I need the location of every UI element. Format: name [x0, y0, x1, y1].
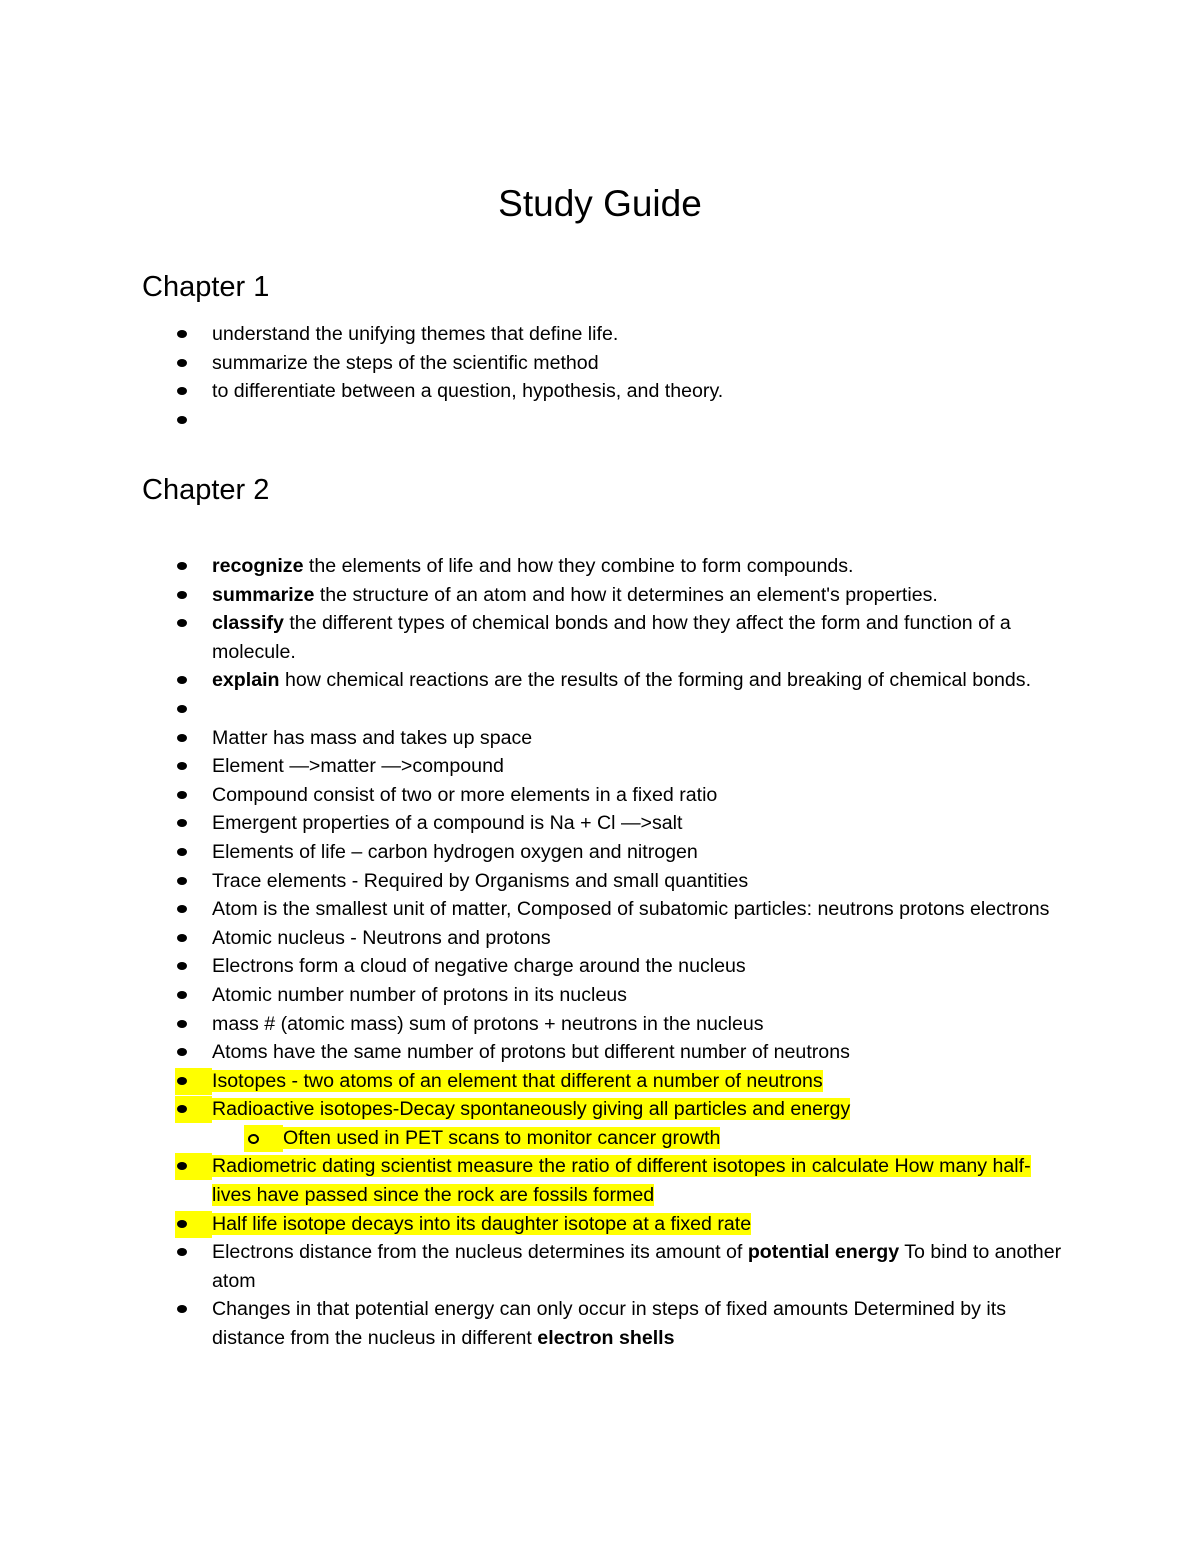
highlighted-list-item	[0, 1067, 1067, 1096]
objective-item	[0, 581, 1067, 610]
bullet-icon	[177, 962, 187, 970]
list-item-text: Atomic nucleus - Neutrons and protons	[212, 926, 551, 949]
list-item	[0, 1038, 1067, 1067]
highlighted-text: Isotopes - two atoms of an element that different a number of neutrons	[212, 1069, 823, 1092]
bullet-icon	[177, 791, 187, 799]
highlighted-list-item	[0, 1152, 1067, 1209]
list-item-text: Electrons distance from the nucleus determines its amount of	[212, 1241, 748, 1264]
chapter-2-heading: Chapter 2	[142, 474, 270, 506]
bullet-icon	[177, 359, 187, 367]
objective-verb: explain	[212, 669, 280, 692]
highlighted-text: Radiometric dating scientist measure the ratio of different isotopes in calculate How many half-lives have passed since the rock are fossils formed	[212, 1155, 1031, 1207]
list-item	[0, 924, 1067, 953]
list-item	[0, 320, 1067, 349]
bullet-icon	[177, 416, 187, 424]
objective-verb: summarize	[212, 583, 315, 606]
list-item	[0, 724, 1067, 753]
bullet-icon	[177, 705, 187, 713]
page-title: Study Guide	[498, 183, 702, 224]
objective-verb: recognize	[212, 555, 304, 577]
list-item-text: Trace elements - Required by Organisms and small quantities	[212, 869, 749, 892]
objective-text: the different types of chemical bonds and how they affect the form and function of a molecule.	[212, 612, 1011, 663]
highlighted-text: Half life isotope decays into its daughter isotope at a fixed rate	[212, 1212, 752, 1235]
list-item-text: Compound consist of two or more elements in a fixed ratio	[212, 783, 718, 806]
highlighted-list-item	[0, 1095, 1067, 1124]
list-item	[0, 781, 1067, 810]
highlighted-sub-item	[0, 1124, 1067, 1153]
highlighted-list-item	[0, 1210, 1067, 1239]
objective-verb: classify	[212, 612, 284, 635]
chapter-2-list	[0, 552, 1200, 1353]
list-item	[0, 377, 1067, 406]
list-item	[0, 752, 1067, 781]
objective-text: the structure of an atom and how it determines an element's properties.	[314, 583, 938, 606]
bullet-icon	[177, 734, 187, 742]
list-item	[0, 838, 1067, 867]
list-item	[0, 981, 1067, 1010]
list-item-text: Atoms have the same number of protons but different number of neutrons	[212, 1041, 850, 1064]
bullet-icon	[177, 1248, 187, 1256]
bullet-icon	[177, 1220, 187, 1228]
highlighted-text: Often used in PET scans to monitor cancer growth	[283, 1126, 721, 1149]
chapter-1-list	[0, 320, 1200, 434]
list-item	[0, 349, 1067, 378]
bullet-icon	[177, 1020, 187, 1028]
bullet-icon	[177, 848, 187, 856]
bullet-icon	[177, 877, 187, 885]
list-item-text: Atomic number number of protons in its nucleus	[212, 983, 627, 1006]
bullet-icon	[177, 591, 187, 599]
list-item-text: To bind to another atom	[212, 1241, 1062, 1292]
list-item	[0, 952, 1067, 981]
bullet-icon	[177, 562, 187, 570]
bullet-icon	[177, 819, 187, 827]
bullet-icon	[177, 1305, 187, 1313]
bullet-icon	[177, 387, 187, 395]
list-item	[0, 1010, 1067, 1039]
list-item-text: Atom is the smallest unit of matter, Composed of subatomic particles: neutrons protons electrons	[212, 898, 1050, 921]
bullet-icon	[177, 762, 187, 770]
list-item-text: Emergent properties of a compound is Na + Cl —>salt	[212, 812, 683, 835]
list-item	[0, 809, 1067, 838]
list-item-text: Element —>matter —>compound	[212, 755, 504, 778]
bullet-icon	[177, 991, 187, 999]
list-item	[0, 695, 1067, 724]
objective-item	[0, 666, 1067, 695]
bold-term: electron shells	[537, 1327, 675, 1350]
objective-text: how chemical reactions are the results of the forming and breaking of chemical bonds.	[279, 669, 1032, 692]
hollow-bullet-icon	[248, 1134, 259, 1144]
list-item-text: to differentiate between a question, hypothesis, and theory.	[212, 380, 724, 403]
list-item	[0, 406, 1067, 435]
objective-item	[0, 609, 1067, 666]
list-item-text: Electrons form a cloud of negative charge around the nucleus	[212, 955, 746, 978]
list-item	[0, 895, 1067, 924]
objective-item	[0, 552, 1067, 581]
list-item-text: summarize the steps of the scientific method	[212, 351, 599, 374]
bold-term: potential energy	[747, 1241, 900, 1264]
list-item-text: Matter has mass and takes up space	[212, 726, 533, 749]
bullet-icon	[177, 905, 187, 913]
bullet-icon	[177, 619, 187, 627]
bullet-icon	[177, 676, 187, 684]
bullet-icon	[177, 1077, 187, 1085]
bullet-icon	[177, 934, 187, 942]
objective-text: the elements of life and how they combine to form compounds.	[303, 555, 854, 577]
bullet-icon	[177, 1048, 187, 1056]
list-item	[0, 1238, 1067, 1295]
list-item-text: mass # (atomic mass) sum of protons + neutrons in the nucleus	[212, 1012, 764, 1035]
list-item	[0, 867, 1067, 896]
bullet-icon	[177, 330, 187, 338]
list-item	[0, 1295, 1067, 1352]
list-item-text: Elements of life – carbon hydrogen oxygen and nitrogen	[212, 840, 698, 863]
highlighted-text: Radioactive isotopes-Decay spontaneously giving all particles and energy	[212, 1098, 851, 1121]
list-item-text: Changes in that potential energy can only occur in steps of fixed amounts Determined by its distance from the nucleus in different	[212, 1298, 1006, 1350]
list-item-text: understand the unifying themes that define life.	[212, 323, 619, 345]
chapter-1-heading: Chapter 1	[142, 271, 270, 303]
